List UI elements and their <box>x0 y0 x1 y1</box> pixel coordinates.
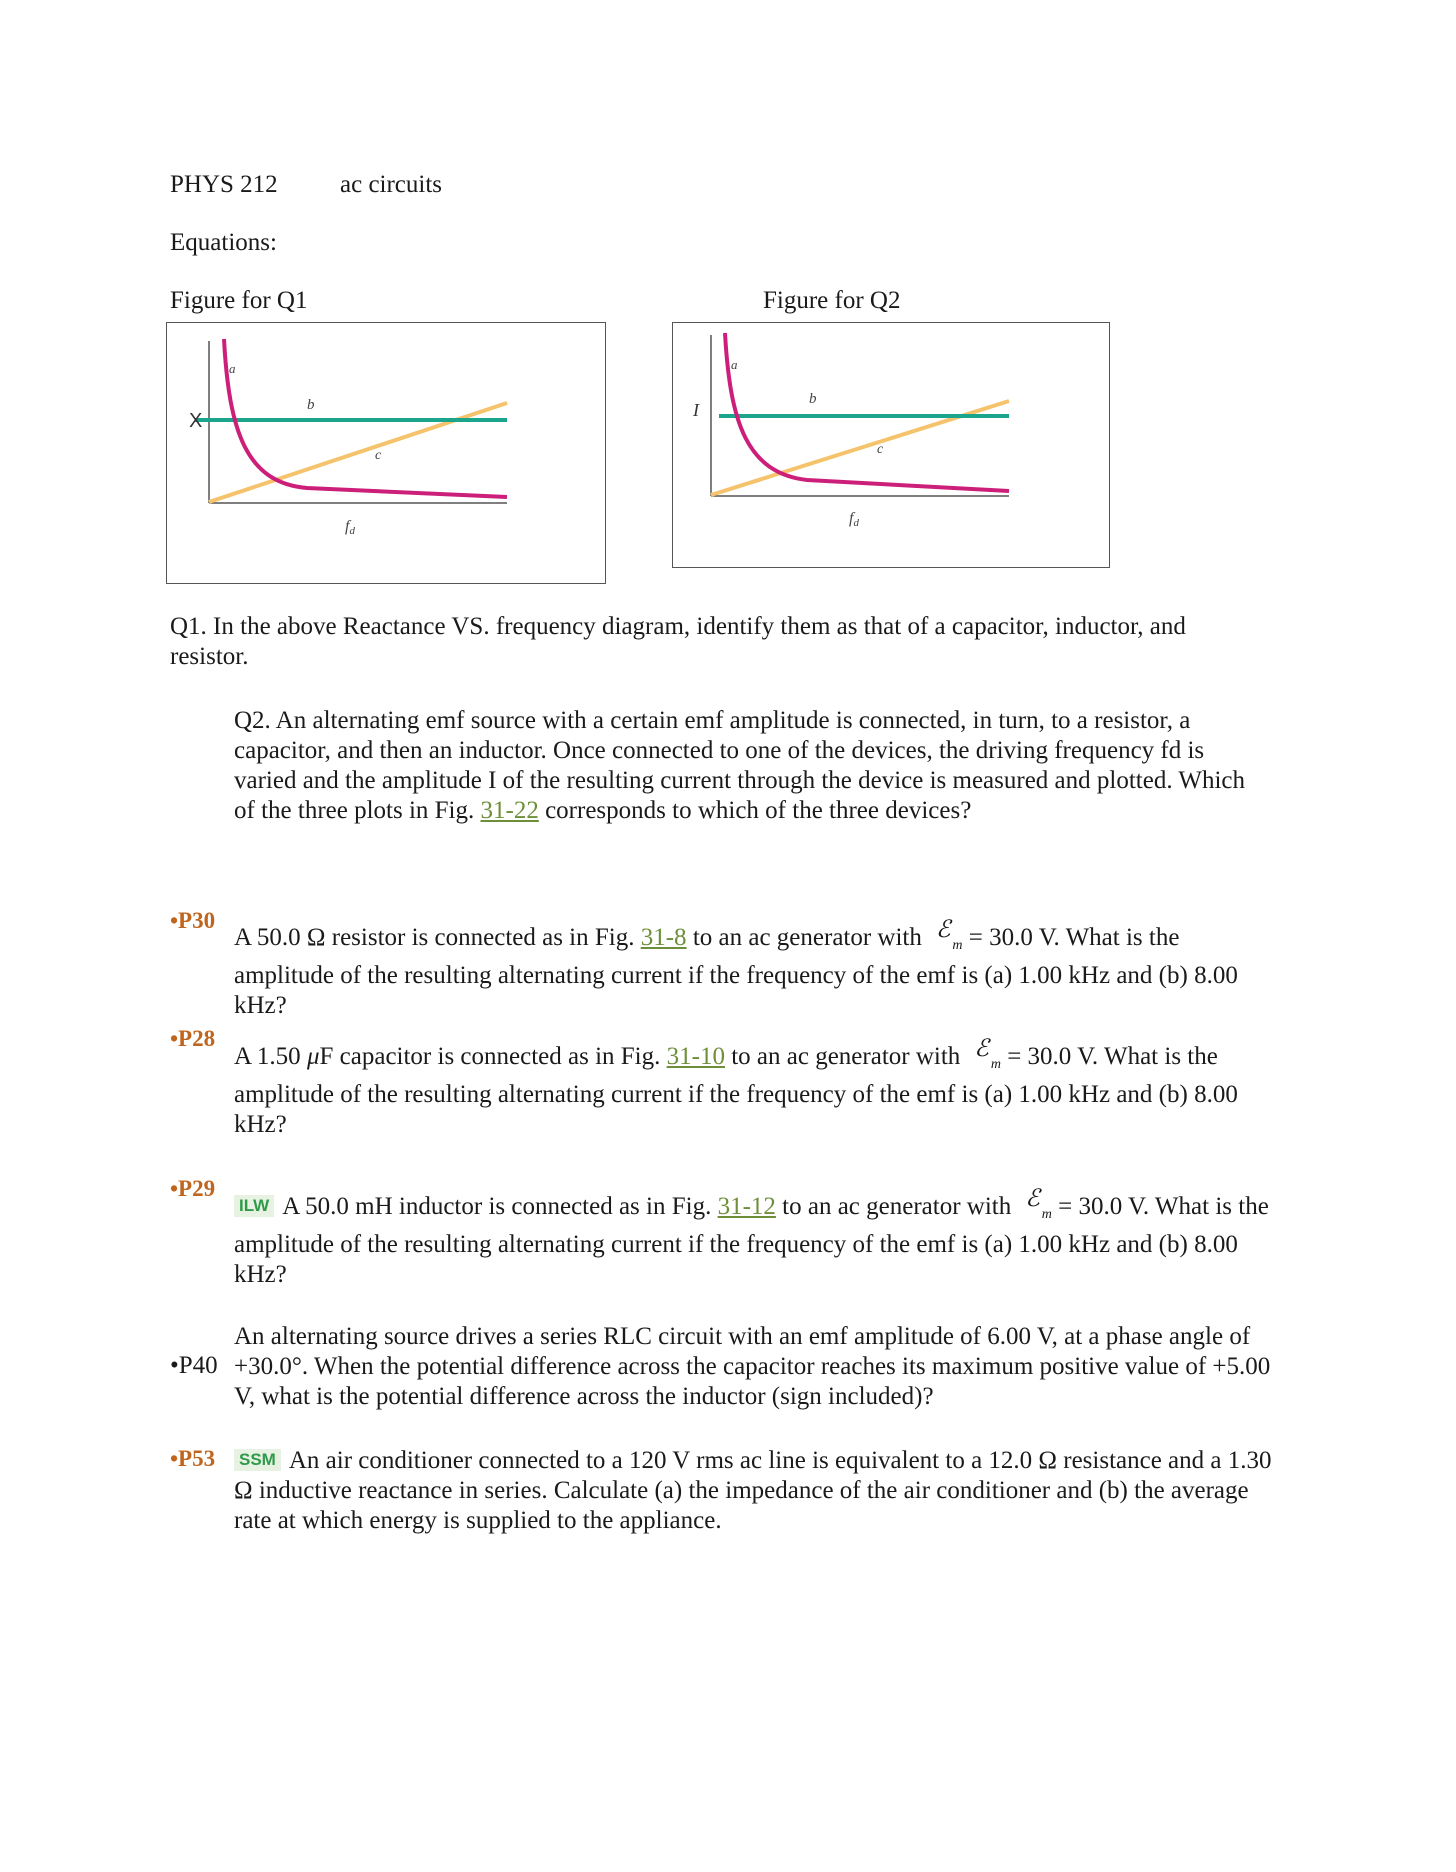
ssm-tag: SSM <box>234 1449 281 1471</box>
problem-p40-text: An alternating source drives a series RLC circuit with an emf amplitude of 6.00 V, at a phase angle of +30.0°. When the potential difference across the capacitor reaches its maximum positive value of +5.00 V, what is the potential difference across the inductor (sign included)? <box>234 1323 1271 1410</box>
figure-q2-label-c: c <box>877 442 884 457</box>
problem-p28-text: A 1.50 μF capacitor is connected as in Fig. 31-10 to an ac generator with ℰ$_m$ = 30.0 V. What is the amplitude of the resulting alternating current if the frequency of the emf is (a) 1.00 kHz and (b) 8.00 kHz? <box>234 1036 1238 1138</box>
emf-symbol: ℰ <box>974 1036 989 1062</box>
problem-p29-text: ILW A 50.0 mH inductor is connected as in Fig. 31-12 to an ac generator with ℰ$_m$ = 30.0 V. What is the amplitude of the resulting alternating current if the frequency of the emf is (a) 1.00 kHz and (b) 8.00 kHz? <box>234 1186 1269 1288</box>
figure-q1-title: Figure for Q1 <box>170 287 308 314</box>
figure-q1-label-a: a <box>229 361 236 376</box>
curve-a-line <box>725 333 1009 491</box>
emf-symbol: ℰ <box>935 917 951 943</box>
equations-label: Equations: <box>170 229 277 256</box>
problem-p29-number: •P29 <box>170 1176 216 1201</box>
figure-q1-plot <box>167 323 607 585</box>
problem-p40-number: •P40 <box>170 1352 218 1379</box>
course-topic: ac circuits <box>340 171 443 198</box>
figure-q2-y-label: I <box>693 400 699 420</box>
figure-q1-label-c: c <box>375 448 382 463</box>
ilw-tag: ILW <box>234 1195 274 1217</box>
figure-q2-x-label: fd <box>849 510 859 529</box>
figure-q1 <box>166 322 606 584</box>
curve-c-line <box>209 403 507 502</box>
figure-q1-x-label: fd <box>345 518 355 537</box>
emf-symbol: ℰ <box>1025 1186 1040 1212</box>
fig-31-8-link[interactable]: 31-8 <box>640 924 687 951</box>
figure-q1-y-label: X <box>189 410 203 432</box>
fig-31-10-link[interactable]: 31-10 <box>666 1043 725 1070</box>
question-q2: Q2. An alternating emf source with a certain emf amplitude is connected, in turn, to a resistor, a capacitor, and then an inductor. Once connected to one of the devices, the driving frequency fd is varied and the amplitude I of the resulting current through the device is measured and plotted. Which of the three plots in Fig. 31-22 corresponds to which of the three devices? <box>234 707 1246 824</box>
figure-q2 <box>672 322 1110 568</box>
question-q1: Q1. In the above Reactance VS. frequency diagram, identify them as that of a capacitor, inductor, and resistor. <box>170 613 1186 670</box>
problem-p53-text: SSM An air conditioner connected to a 120 V rms ac line is equivalent to a 12.0 Ω resistance and a 1.30 Ω inductive reactance in series. Calculate (a) the impedance of the air conditioner and (b) the average rate at which energy is supplied to the appliance. <box>234 1447 1272 1534</box>
problem-p30-number: •P30 <box>170 908 216 933</box>
problem-p30-text: A 50.0 Ω resistor is connected as in Fig. 31-8 to an ac generator with ℰ$_m$ = 30.0 V. What is the amplitude of the resulting alternating current if the frequency of the emf is (a) 1.00 kHz and (b) 8.00 kHz? <box>234 917 1238 1019</box>
figure-q2-label-b: b <box>809 391 817 407</box>
figure-q1-label-b: b <box>307 397 315 413</box>
figure-q2-label-a: a <box>731 357 738 372</box>
fig-31-12-link[interactable]: 31-12 <box>717 1193 776 1220</box>
problem-p28-number: •P28 <box>170 1026 216 1051</box>
figure-q2-plot <box>673 323 1111 569</box>
fig-31-22-link[interactable]: 31-22 <box>480 797 539 824</box>
course-code: PHYS 212 <box>170 171 278 198</box>
problem-p53-number: •P53 <box>170 1446 216 1471</box>
figure-q2-title: Figure for Q2 <box>763 287 901 314</box>
